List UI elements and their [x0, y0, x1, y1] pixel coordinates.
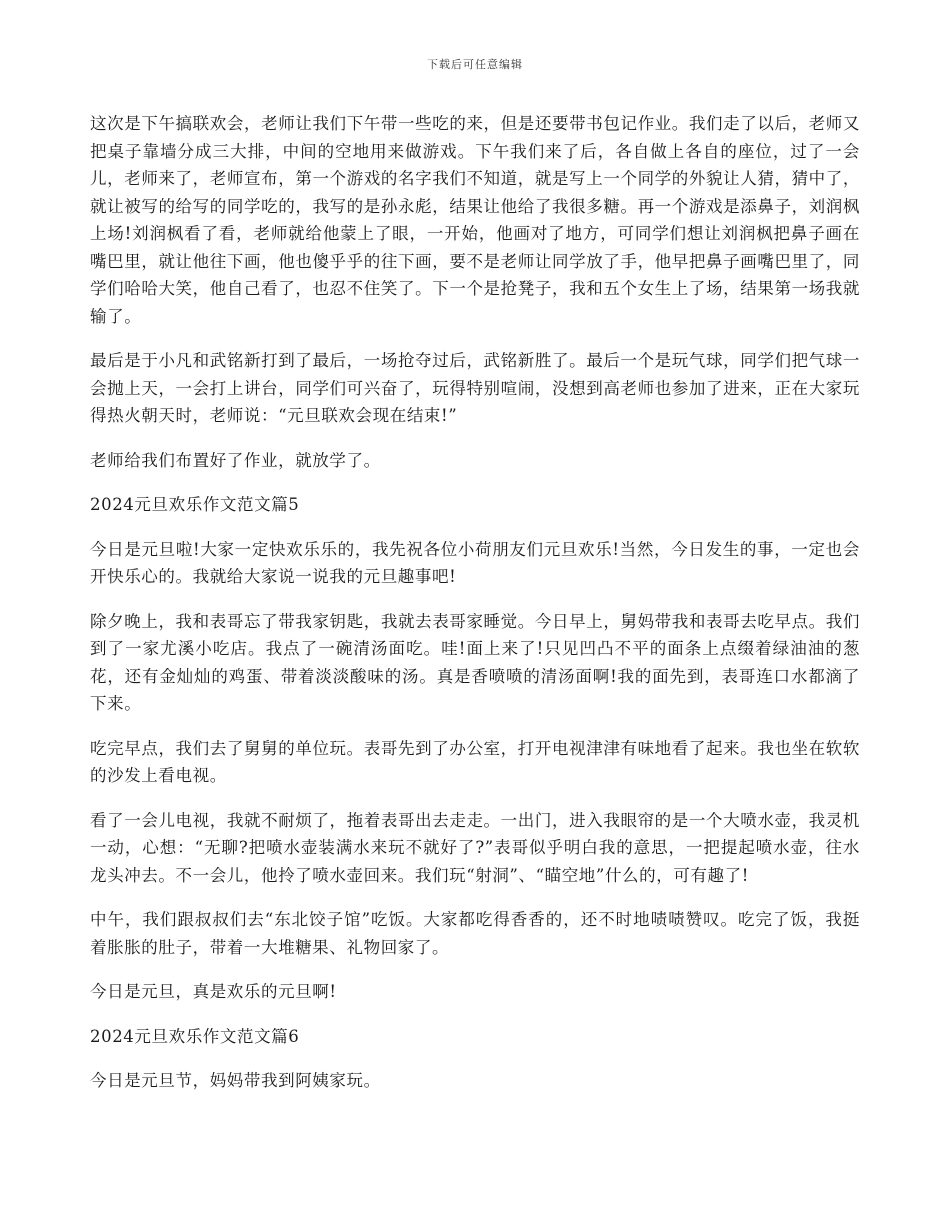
paragraph-9: 中午，我们跟叔叔们去“东北饺子馆”吃饭。大家都吃得香香的，还不时地啧啧赞叹。吃完了饭，我挺着胀胀的肚子，带着一大堆糖果、礼物回家了。 — [90, 910, 860, 957]
paragraph-2: 最后是于小凡和武铭新打到了最后，一场抢夺过后，武铭新胜了。最后一个是玩气球，同学们把气球一会抛上天，一会打上讲台，同学们可兴奋了，玩得特别喧闹，没想到高老师也参加了进来，正在大家玩得热火朝天时，老师说：“元旦联欢会现在结束!” — [90, 351, 860, 425]
paragraph-12: 今日是元旦节，妈妈带我到阿姨家玩。 — [90, 1071, 381, 1090]
section-heading-6: 2024元旦欢乐作文范文篇6 — [90, 1026, 300, 1046]
paragraph-6: 除夕晚上，我和表哥忘了带我家钥匙，我就去表哥家睡觉。今日早上，舅妈带我和表哥去吃早点。我们到了一家尤溪小吃店。我点了一碗清汤面吃。哇!面上来了!只见凹凸不平的面条上点缀着绿油油的葱花，还有金灿灿的鸡蛋、带着淡淡酸味的汤。真是香喷喷的清汤面啊!我的面先到，表哥连口水都滴了下来。 — [90, 611, 860, 713]
document-body — [90, 110, 860, 1112]
section-heading-5: 2024元旦欢乐作文范文篇5 — [90, 495, 300, 514]
paragraph-10: 今日是元旦，真是欢乐的元旦啊! — [90, 982, 337, 1001]
page-header: 下载后可任意编辑 — [427, 58, 523, 71]
paragraph-7: 吃完早点，我们去了舅舅的单位玩。表哥先到了办公室，打开电视津津有味地看了起来。我也坐在软软的沙发上看电视。 — [90, 738, 860, 785]
paragraph-5: 今日是元旦啦!大家一定快欢乐乐的，我先祝各位小荷朋友们元旦欢乐!当然，今日发生的事，一定也会开快乐心的。我就给大家说一说我的元旦趣事吧! — [90, 539, 860, 586]
paragraph-3: 老师给我们布置好了作业，就放学了。 — [90, 450, 381, 470]
paragraph-1: 这次是下午搞联欢会，老师让我们下午带一些吃的来，但是还要带书包记作业。我们走了以后，老师又把桌子靠墙分成三大排，中间的空地用来做游戏。下午我们来了后，各自做上各自的座位，过了一会儿，老师来了，老师宣布，第一个游戏的名字我们不知道，就是写上一个同学的外貌让人猜，猜中了，就让被写的给写的同学吃的，我写的是孙永彪，结果让他给了我很多糖。再一个游戏是添鼻子，刘润枫上场!刘润枫看了看，老师就给他蒙上了眼，一开始，他画对了地方，可同学们想让刘润枫把鼻子画在嘴巴里，就让他往下画，他也傻乎乎的往下画，要不是老师让同学放了手，他早把鼻子画嘴巴里了，同学们哈哈大笑，他自己看了，也忍不住笑了。下一个是抢凳子，我和五个女生上了场，结果第一场我就输了。 — [90, 114, 860, 326]
paragraph-8: 看了一会儿电视，我就不耐烦了，拖着表哥出去走走。一出门，进入我眼帘的是一个大喷水壶，我灵机一动，心想：“无聊?把喷水壶装满水来玩不就好了?”表哥似乎明白我的意思，一把提起喷水壶，往水龙头冲去。不一会儿，他拎了喷水壶回来。我们玩“射洞”、“瞄空地”什么的，可有趣了! — [90, 810, 860, 885]
